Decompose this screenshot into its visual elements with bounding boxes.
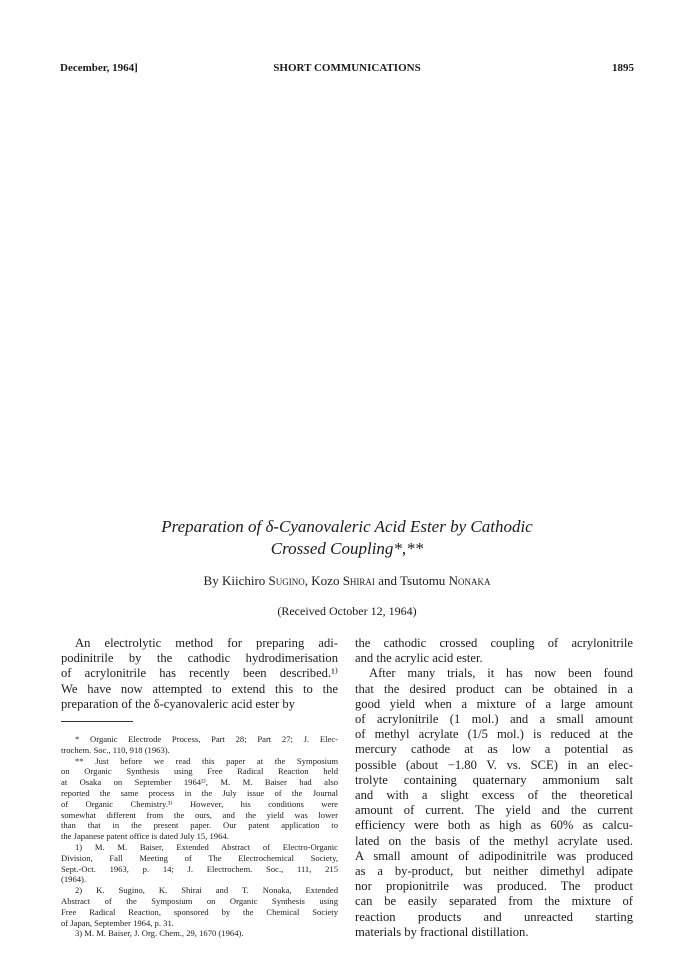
left-column xyxy=(61,636,338,939)
footnote-line: Free Radical Reaction, sponsored by the Chemical Society xyxy=(61,906,338,917)
author-byline xyxy=(60,573,634,589)
footnote-line: ** Just before we read this paper at the Symposium xyxy=(75,755,338,766)
text-line: An electrolytic method for preparing adi- xyxy=(75,636,338,650)
text-line: of acrylonitrile (1 mol.) and a small amount xyxy=(355,712,633,727)
text-line: lated on the basis of the methyl acrylate used. xyxy=(355,833,633,848)
text-line: podinitrile by the cathodic hydrodimerisation xyxy=(61,651,338,666)
footnote-line: 1) M. M. Baiser, Extended Abstract of Electro-Organic xyxy=(75,841,338,852)
right-column-body xyxy=(355,636,633,940)
right-column xyxy=(355,636,633,940)
header-section: SHORT COMMUNICATIONS xyxy=(273,62,421,74)
footnote-line: the Japanese patent office is dated July 15, 1964. xyxy=(61,831,229,842)
text-line: nor propionitrile was produced. The product xyxy=(355,879,633,894)
text-line: possible (about −1.80 V. vs. SCE) in an elec- xyxy=(355,757,633,772)
text-line: preparation of the δ-cyanovaleric acid ester by xyxy=(61,696,295,711)
text-line: and the acrylic acid ester. xyxy=(355,651,483,666)
article-title xyxy=(60,516,634,560)
running-header xyxy=(60,62,634,78)
text-line: of methyl acrylate (1/5 mol.) is reduced at the xyxy=(355,727,633,742)
footnote-line: Division, Fall Meeting of The Electrochemical Society, xyxy=(61,852,338,863)
title-line-2: Crossed Coupling*,** xyxy=(270,539,424,558)
text-line: materials by fractional distillation. xyxy=(355,924,529,939)
footnote-line: 3) M. M. Baiser, J. Org. Chem., 29, 1670 (1964). xyxy=(75,928,244,939)
text-line: efficiency were both as high as 60% as calcu- xyxy=(355,818,633,833)
footnote-line: Sept.-Oct. 1963, p. 14; J. Electrochem. Soc., 111, 215 xyxy=(61,863,338,874)
footnote-line: than that in the present paper. Our patent application to xyxy=(61,820,338,831)
header-date: December, 1964] xyxy=(60,62,138,74)
text-line: reaction products and unreacted starting xyxy=(355,909,633,924)
footnote-line: of Organic Chemistry.³⁾ However, his conditions were xyxy=(61,798,338,809)
text-line: amount of current. The yield and the current xyxy=(355,803,633,818)
text-line: as a by-product, but neither dimethyl adipate xyxy=(355,864,633,879)
author-first-name: Tsutomu xyxy=(399,573,446,588)
footnote-line: of Japan, September 1964, p. 31. xyxy=(61,917,174,928)
author-first-name: Kozo xyxy=(311,573,340,588)
footnote-line: on Organic Synthesis using Free Radical Reaction held xyxy=(61,766,338,777)
text-line: of acrylonitrile has recently been described.¹⁾ xyxy=(61,666,338,681)
byline-prefix: By xyxy=(203,573,219,588)
title-line-1: Preparation of δ-Cyanovaleric Acid Ester by Cathodic xyxy=(161,517,533,536)
left-column-body xyxy=(61,636,338,712)
text-line: can be easily separated from the mixture of xyxy=(355,894,633,909)
text-line: After many trials, it has now been found xyxy=(369,666,633,681)
footnote-line: * Organic Electrode Process, Part 28; Part 27; J. Elec- xyxy=(75,734,338,745)
footnote-line: reported the same process in the July issue of the Journal xyxy=(61,788,338,798)
footnote-line: Abstract of the Symposium on Organic Synthesis using xyxy=(61,895,338,906)
byline-separator: , xyxy=(304,573,309,588)
byline-separator: and xyxy=(378,573,397,588)
text-line: that the desired product can be obtained in a xyxy=(355,681,633,696)
author-last-name: Sugino xyxy=(268,573,305,588)
text-line: We have now attempted to extend this to the xyxy=(61,681,338,696)
author-first-name: Kiichiro xyxy=(221,573,266,588)
footnote-line: somewhat different from the ours, and the yield was lower xyxy=(61,809,338,820)
text-line: mercury cathode at as low a potential as xyxy=(355,742,633,757)
footnote-line: trochem. Soc., 110, 918 (1963). xyxy=(61,744,170,755)
author-last-name: Nonaka xyxy=(448,573,491,588)
footnote-line: (1964). xyxy=(61,874,87,885)
text-line: good yield when a mixture of a large amount xyxy=(355,696,633,711)
footnote-line: at Osaka on September 1964²⁾, M. M. Baiser had also xyxy=(61,777,338,788)
text-line: the cathodic crossed coupling of acrylonitrile xyxy=(355,636,633,650)
page-number: 1895 xyxy=(612,62,634,74)
received-date: (Received October 12, 1964) xyxy=(277,604,417,618)
text-line: trolyte containing quaternary ammonium salt xyxy=(355,772,633,787)
text-line: A small amount of adipodinitrile was produced xyxy=(355,848,633,863)
footnote-rule xyxy=(61,721,133,722)
author-last-name: Shirai xyxy=(342,573,375,588)
footnotes xyxy=(61,734,338,939)
text-line: and with a slight excess of the theoretical xyxy=(355,788,633,803)
footnote-line: 2) K. Sugino, K. Shirai and T. Nonaka, Extended xyxy=(75,885,338,896)
